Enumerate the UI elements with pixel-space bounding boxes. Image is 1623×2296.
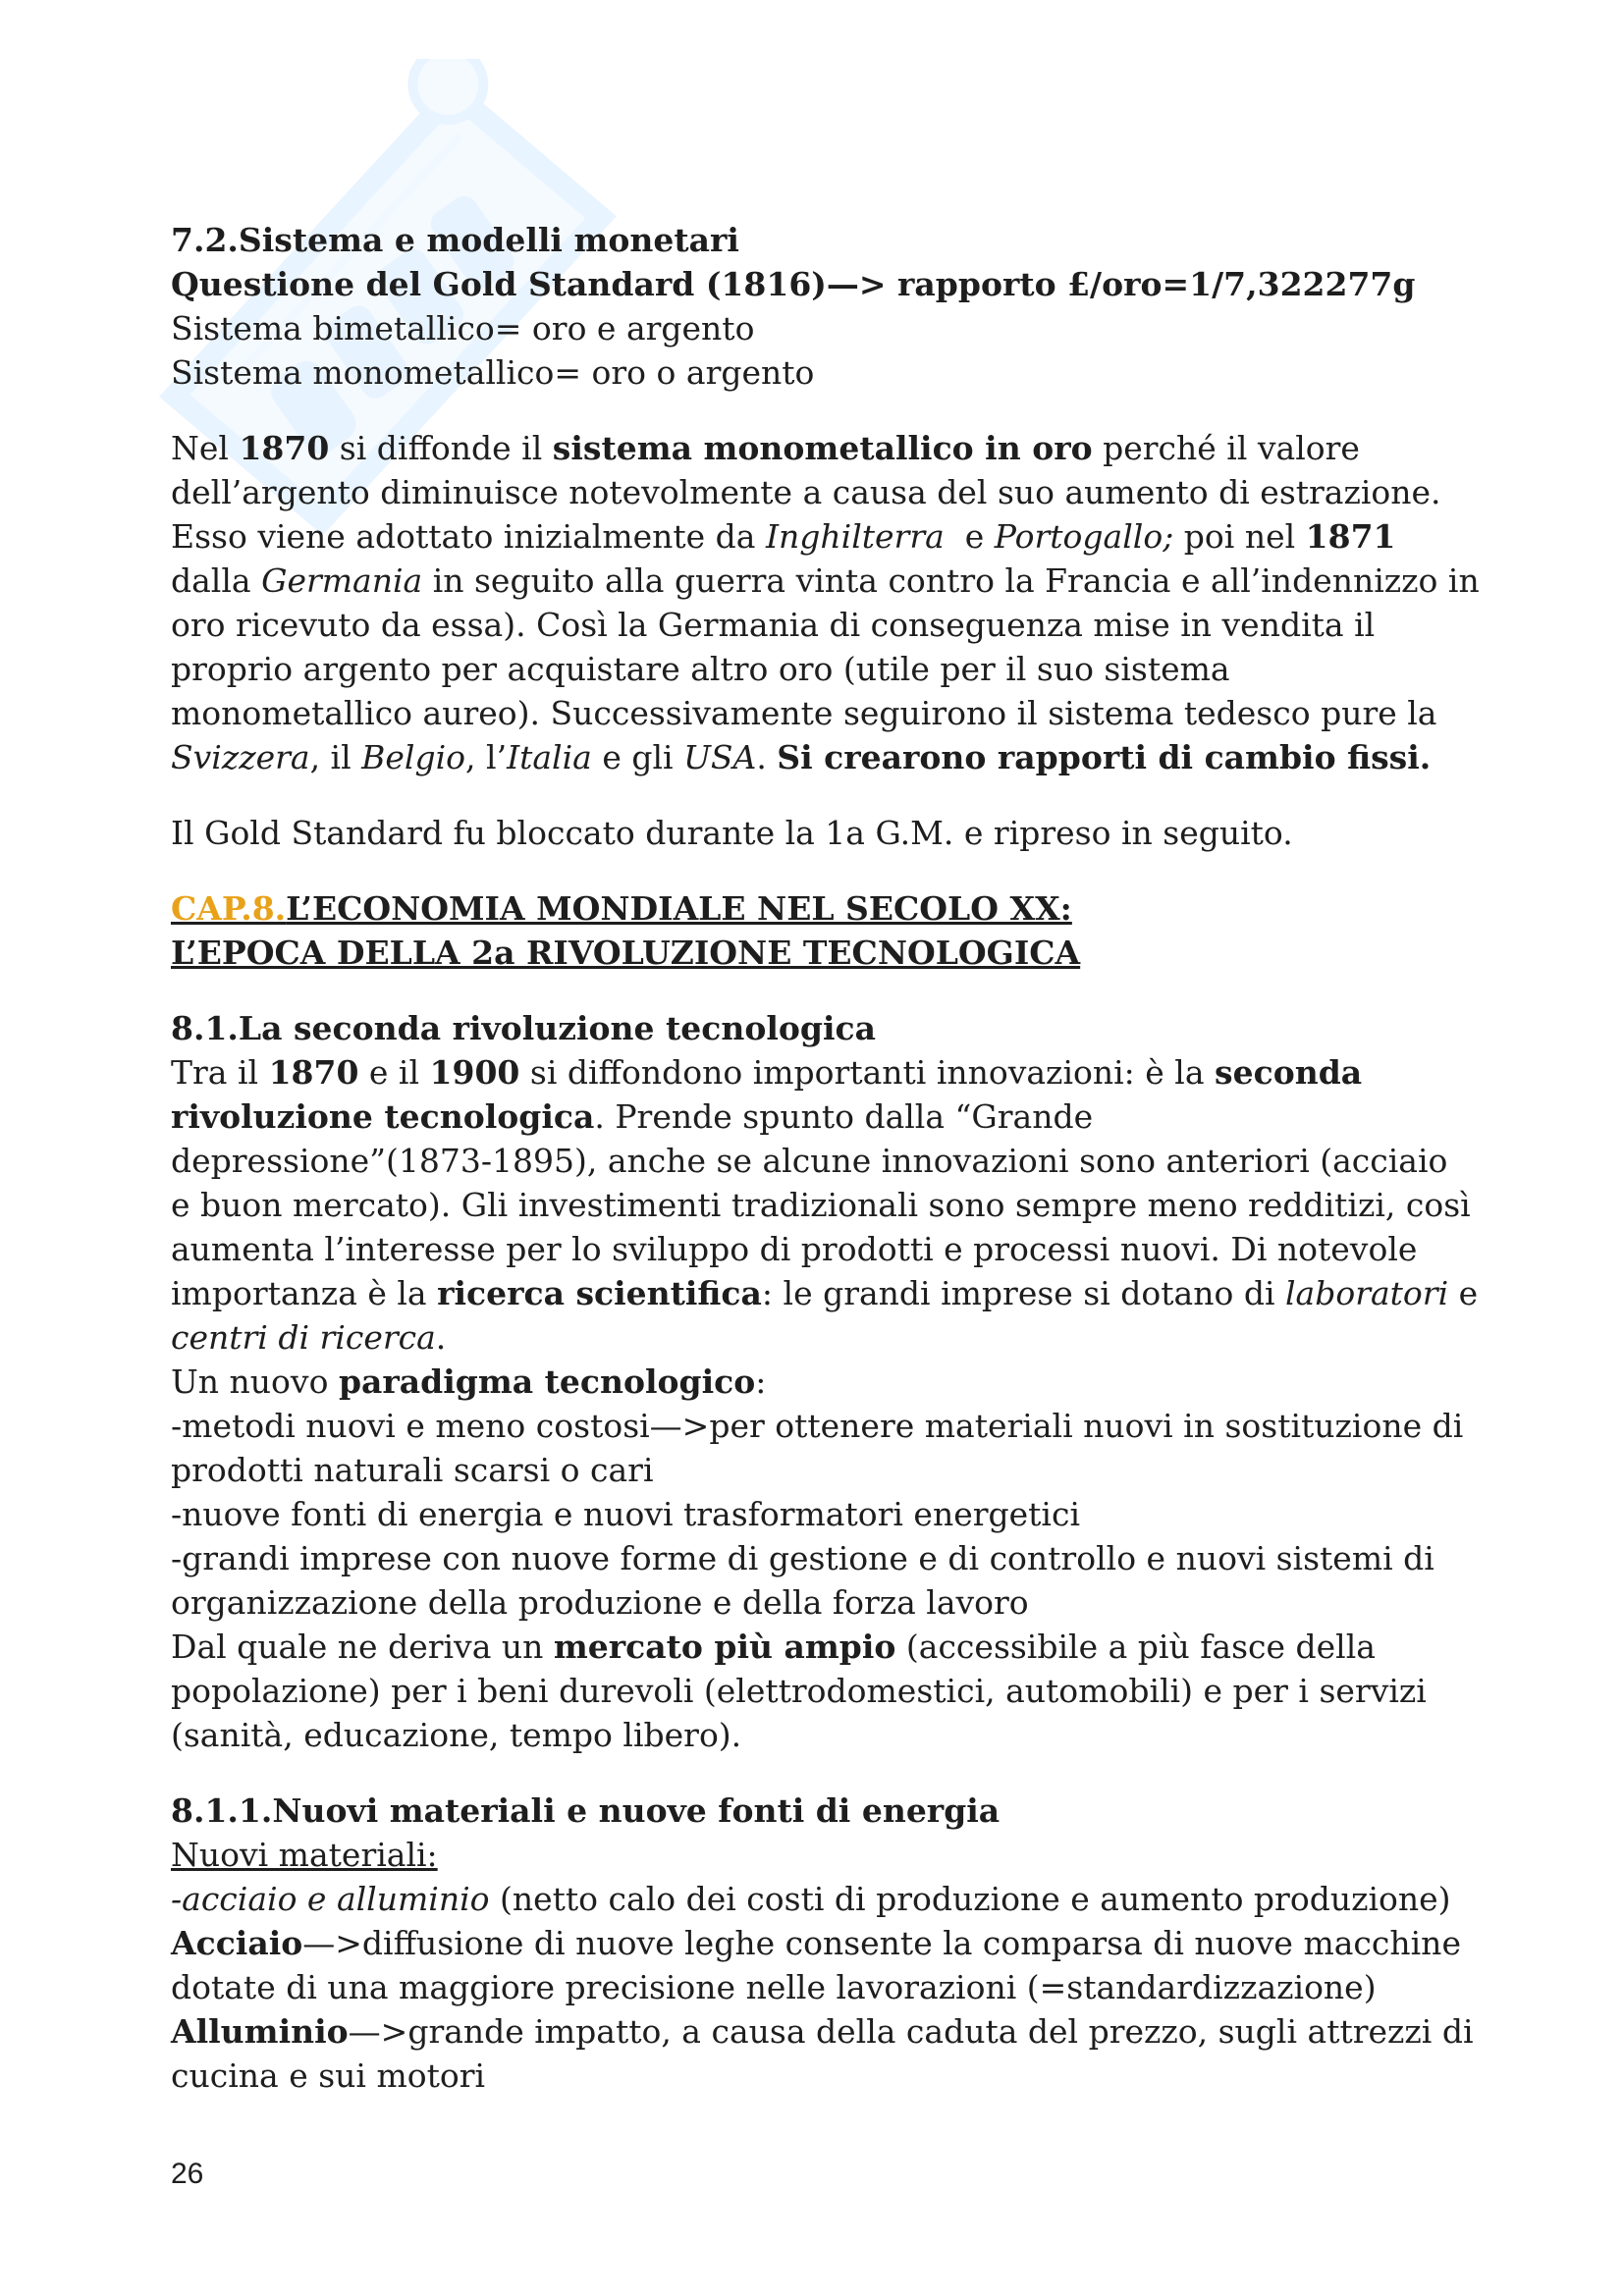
section-7-2-title: 7.2.Sistema e modelli monetari	[171, 221, 739, 259]
section-8-1-1-title: 8.1.1.Nuovi materiali e nuove fonti di energia	[171, 1791, 1001, 1830]
paragraph-gold-1870: Nel 1870 si diffonde il sistema monometallico in oro perché il valore dell’argento diminuisce notevolmente a causa del suo aumento di estrazione. Esso viene adottato inizialmente da Inghilterra e Portogallo; poi nel 1871 dalla Germania in seguito alla guerra vinta contro la Francia e all’indennizzo in oro ricevuto da essa). Così la Germania di conseguenza mise in vendita il proprio argento per acquistare altro oro (utile per il suo sistema monometallico aureo). Successivamente seguirono il sistema tedesco pure la Svizzera, il Belgio, l’Italia e gli USA. Si crearono rapporti di cambio fissi.	[171, 429, 1480, 776]
paragraph-gold-blocked: Il Gold Standard fu bloccato durante la 1a G.M. e ripreso in seguito.	[171, 814, 1293, 852]
chapter-8-heading: CAP.8.L’ECONOMIA MONDIALE NEL SECOLO XX: L’EPOCA DELLA 2a RIVOLUZIONE TECNOLOGICA	[171, 889, 1081, 972]
document-body	[171, 218, 1480, 2098]
chapter-label: CAP.8.	[171, 889, 287, 928]
gold-standard-line: Questione del Gold Standard (1816)—> rapporto £/oro=1/7,322277g	[171, 265, 1416, 303]
new-materials-subheading: Nuovi materiali:	[171, 1836, 438, 1874]
bimetallic-line: Sistema bimetallico= oro e argento	[171, 309, 755, 347]
paragraph-second-revolution: Tra il 1870 e il 1900 si diffondono importanti innovazioni: è la seconda rivoluzione tecnologica. Prende spunto dalla “Grande depressione”(1873-1895), anche se alcune innovazioni sono anteriori (acciaio e buon mercato). Gli investimenti tradizionali sono sempre meno redditizi, così aumenta l’interesse per lo sviluppo di prodotti e processi nuovi. Di notevole importanza è la ricerca scientifica: le grandi imprese si dotano di laboratori e centri di ricerca. Un nuovo paradigma tecnologico: -metodi nuovi e meno costosi—>per ottenere materiali nuovi in sostituzione di prodotti naturali scarsi o cari -nuove fonti di energia e nuovi trasformatori energetici -grandi imprese con nuove forme di gestione e di controllo e nuovi sistemi di organizzazione della produzione e della forza lavoro Dal quale ne deriva un mercato più ampio (accessibile a più fasce della popolazione) per i beni durevoli (elettrodomestici, automobili) e per i servizi (sanità, educazione, tempo libero).	[171, 1053, 1479, 1754]
section-8-1-title: 8.1.La seconda rivoluzione tecnologica	[171, 1009, 876, 1047]
monometallic-line: Sistema monometallico= oro o argento	[171, 353, 815, 392]
paragraph-new-materials: Nuovi materiali: -acciaio e alluminio (netto calo dei costi di produzione e aumento produzione) Acciaio—>diffusione di nuove leghe consente la comparsa di nuove macchine dotate di una maggiore precisione nelle lavorazioni (=standardizzazione) Alluminio—>grande impatto, a causa della caduta del prezzo, sugli attrezzi di cucina e sui motori	[171, 1833, 1477, 2098]
page-number: 26	[171, 2158, 204, 2190]
